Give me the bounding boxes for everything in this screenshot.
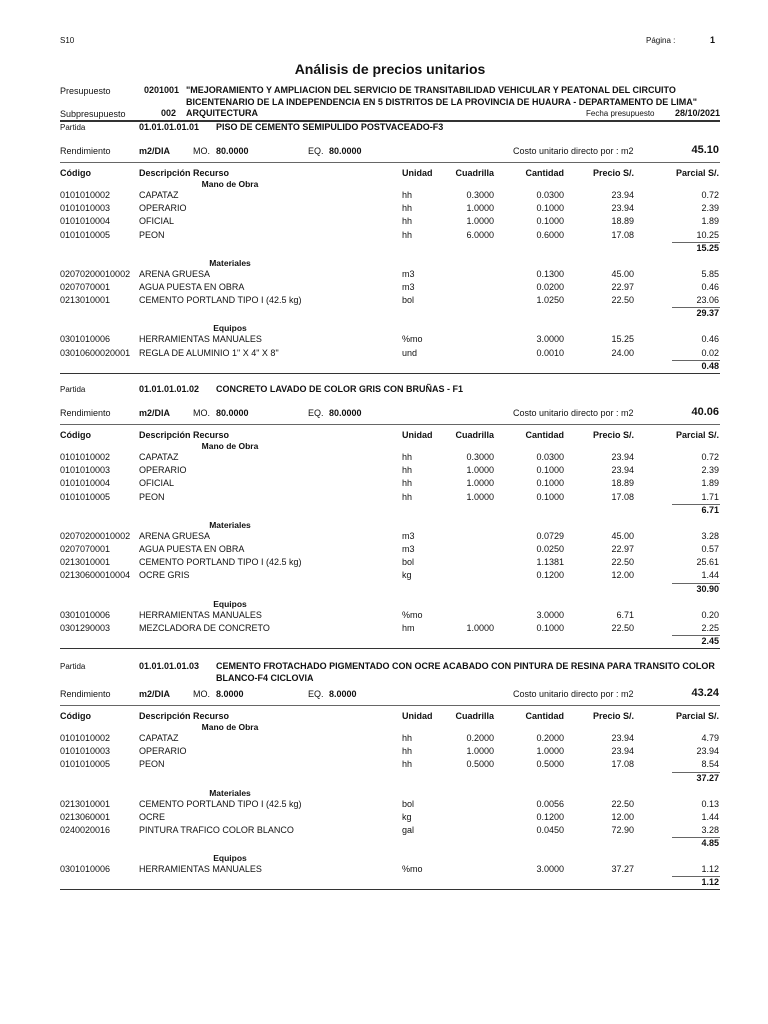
row-cantidad: 0.0300	[536, 452, 564, 462]
row-unidad: kg	[402, 570, 412, 581]
row-cuadrilla: 6.0000	[466, 229, 494, 240]
rendimiento-label: Rendimiento	[60, 146, 111, 156]
col-codigo: Código	[60, 430, 91, 440]
row-unidad: bol	[402, 557, 415, 568]
row-codigo: 0101010004	[60, 216, 111, 227]
col-cantidad: Cantidad	[525, 430, 564, 440]
row-parcial: 0.46	[701, 334, 719, 345]
col-precio: Precio S/.	[592, 168, 634, 178]
partida-code: 01.01.01.01.03	[139, 661, 200, 671]
row-precio: 24.00	[611, 347, 634, 358]
row-cantidad: 3.0000	[536, 864, 564, 875]
row-precio: 12.00	[611, 811, 634, 822]
mo-label: MO.	[193, 146, 210, 156]
row-unidad: hh	[402, 746, 413, 757]
col-unidad: Unidad	[402, 168, 433, 178]
row-cantidad: 0.1000	[536, 491, 564, 502]
row-precio: 23.94	[611, 746, 634, 757]
subpresupuesto-code: 002	[161, 108, 177, 118]
row-cuadrilla: 0.5000	[466, 759, 494, 770]
row-codigo: 02130600010004	[60, 570, 131, 581]
rendimiento-divider	[60, 424, 720, 425]
row-precio: 23.94	[611, 733, 634, 743]
row-unidad: %mo	[402, 334, 423, 345]
col-parcial: Parcial S/.	[675, 168, 719, 178]
row-descripcion: AGUA PUESTA EN OBRA	[139, 282, 245, 292]
row-precio: 72.90	[611, 825, 634, 835]
col-parcial: Parcial S/.	[675, 430, 719, 440]
row-codigo: 0207070001	[60, 282, 111, 292]
row-parcial: 3.28	[701, 530, 719, 541]
rendimiento-unit: m2/DIA	[139, 146, 171, 156]
row-cantidad: 0.0729	[536, 530, 564, 541]
group-heading: Mano de Obra	[201, 722, 259, 732]
col-descripcion: Descripción Recurso	[139, 711, 230, 721]
row-parcial: 23.06	[696, 295, 719, 306]
row-codigo: 0207070001	[60, 544, 111, 554]
row-codigo: 0101010002	[60, 733, 111, 743]
partida-name: CONCRETO LAVADO DE COLOR GRIS CON BRUÑAS - F1	[216, 384, 464, 394]
costo-label: Costo unitario directo por : m2	[513, 408, 634, 418]
row-precio: 22.97	[611, 544, 634, 554]
row-cantidad: 0.0056	[536, 798, 564, 809]
row-parcial: 2.39	[701, 203, 719, 214]
row-cuadrilla: 1.0000	[466, 746, 494, 757]
row-descripcion: HERRAMIENTAS MANUALES	[139, 864, 262, 875]
row-unidad: hh	[402, 203, 413, 214]
row-codigo: 0101010002	[60, 452, 111, 462]
row-parcial: 0.02	[701, 347, 719, 358]
row-cantidad: 0.1000	[536, 203, 564, 214]
eq-value: 80.0000	[329, 146, 362, 156]
row-descripcion: REGLA DE ALUMINIO 1" X 4" X 8"	[139, 347, 279, 358]
group-heading: Mano de Obra	[201, 441, 259, 451]
row-precio: 12.00	[611, 570, 634, 581]
partida-code: 01.01.01.01.02	[139, 384, 200, 394]
row-parcial: 8.54	[701, 759, 719, 770]
row-descripcion: CAPATAZ	[139, 733, 179, 743]
row-codigo: 0301010006	[60, 864, 111, 875]
row-precio: 17.08	[611, 759, 634, 770]
subpresupuesto-name: ARQUITECTURA	[186, 108, 258, 118]
partida-end-divider	[60, 889, 720, 890]
costo-label: Costo unitario directo por : m2	[513, 146, 634, 156]
partida-name: CEMENTO FROTACHADO PIGMENTADO CON OCRE ACABADO CON PINTURA DE RESINA PARA TRANSITO COLOR	[216, 661, 715, 671]
rendimiento-divider	[60, 162, 720, 163]
row-descripcion: PEON	[139, 759, 165, 770]
row-unidad: hh	[402, 759, 413, 770]
row-descripcion: CEMENTO PORTLAND TIPO I (42.5 kg)	[139, 798, 302, 809]
row-unidad: hh	[402, 452, 413, 462]
row-parcial: 4.79	[701, 733, 719, 743]
row-unidad: bol	[402, 798, 415, 809]
partida-name: PISO DE CEMENTO SEMIPULIDO POSTVACEADO-F3	[216, 122, 444, 132]
row-precio: 45.00	[611, 268, 634, 279]
row-unidad: kg	[402, 811, 412, 822]
row-parcial: 1.44	[701, 570, 719, 581]
row-parcial: 1.44	[701, 811, 719, 822]
col-cuadrilla: Cuadrilla	[455, 430, 494, 440]
group-heading: Equipos	[213, 598, 247, 609]
row-parcial: 1.12	[701, 864, 719, 875]
row-descripcion: HERRAMIENTAS MANUALES	[139, 334, 262, 345]
group-heading: Equipos	[213, 323, 247, 334]
col-codigo: Código	[60, 711, 91, 721]
rendimiento-unit: m2/DIA	[139, 689, 171, 699]
row-codigo: 0213010001	[60, 798, 111, 809]
row-unidad: bol	[402, 295, 415, 306]
row-codigo: 0101010005	[60, 759, 111, 770]
mo-value: 80.0000	[216, 408, 249, 418]
row-codigo: 0301290003	[60, 622, 111, 633]
row-parcial: 25.61	[696, 557, 719, 568]
row-descripcion: PEON	[139, 229, 165, 240]
group-subtotal: 1.12	[701, 877, 719, 888]
eq-label: EQ.	[308, 408, 324, 418]
row-cantidad: 3.0000	[536, 334, 564, 345]
col-descripcion: Descripción Recurso	[139, 430, 230, 440]
row-parcial: 0.46	[701, 282, 719, 292]
rendimiento-label: Rendimiento	[60, 689, 111, 699]
row-precio: 22.50	[611, 622, 634, 633]
row-unidad: hh	[402, 465, 413, 476]
row-parcial: 0.72	[701, 190, 719, 200]
row-descripcion: CAPATAZ	[139, 452, 179, 462]
row-descripcion: OPERARIO	[139, 465, 187, 476]
row-parcial: 2.25	[701, 622, 719, 633]
row-precio: 23.94	[611, 465, 634, 476]
row-codigo: 02070200010002	[60, 268, 131, 279]
row-codigo: 0213010001	[60, 557, 111, 568]
row-codigo: 03010600020001	[60, 347, 131, 358]
row-unidad: hh	[402, 733, 413, 743]
row-parcial: 1.71	[701, 491, 719, 502]
row-unidad: m3	[402, 268, 415, 279]
col-unidad: Unidad	[402, 711, 433, 721]
row-codigo: 02070200010002	[60, 530, 131, 541]
row-descripcion: PINTURA TRAFICO COLOR BLANCO	[139, 825, 294, 835]
row-descripcion: MEZCLADORA DE CONCRETO	[139, 622, 270, 633]
row-descripcion: AGUA PUESTA EN OBRA	[139, 544, 245, 554]
row-cantidad: 0.0200	[536, 282, 564, 292]
col-cuadrilla: Cuadrilla	[455, 711, 494, 721]
row-cantidad: 0.1200	[536, 570, 564, 581]
row-precio: 18.89	[611, 216, 634, 227]
row-cuadrilla: 1.0000	[466, 203, 494, 214]
partida-label: Partida	[60, 123, 86, 132]
row-codigo: 0301010006	[60, 334, 111, 345]
row-descripcion: HERRAMIENTAS MANUALES	[139, 609, 262, 620]
row-cuadrilla: 1.0000	[466, 491, 494, 502]
row-parcial: 0.57	[701, 544, 719, 554]
group-subtotal: 29.37	[696, 308, 719, 319]
report-code: S10	[60, 36, 75, 45]
row-descripcion: OCRE GRIS	[139, 570, 190, 581]
eq-value: 80.0000	[329, 408, 362, 418]
row-cuadrilla: 0.2000	[466, 733, 494, 743]
presupuesto-code: 0201001	[144, 85, 180, 95]
row-cantidad: 0.1000	[536, 216, 564, 227]
row-unidad: und	[402, 347, 418, 358]
row-parcial: 0.20	[701, 609, 719, 620]
row-codigo: 0101010004	[60, 478, 111, 489]
col-codigo: Código	[60, 168, 91, 178]
row-precio: 22.50	[611, 557, 634, 568]
col-parcial: Parcial S/.	[675, 711, 719, 721]
row-codigo: 0101010002	[60, 190, 111, 200]
row-cantidad: 0.5000	[536, 759, 564, 770]
row-cantidad: 0.0300	[536, 190, 564, 200]
row-unidad: m3	[402, 282, 415, 292]
page-label: Página :	[646, 36, 676, 45]
col-cantidad: Cantidad	[525, 168, 564, 178]
row-descripcion: OFICIAL	[139, 216, 175, 227]
col-unidad: Unidad	[402, 430, 433, 440]
row-descripcion: OPERARIO	[139, 746, 187, 757]
row-cantidad: 0.1000	[536, 622, 564, 633]
group-heading: Materiales	[209, 519, 251, 530]
group-heading: Materiales	[209, 257, 251, 268]
mo-value: 80.0000	[216, 146, 249, 156]
row-parcial: 3.28	[701, 825, 719, 835]
row-codigo: 0101010003	[60, 746, 111, 757]
col-descripcion: Descripción Recurso	[139, 168, 230, 178]
subpresupuesto-label: Subpresupuesto	[60, 109, 126, 119]
row-parcial: 1.89	[701, 216, 719, 227]
row-cantidad: 1.1381	[536, 557, 564, 568]
eq-label: EQ.	[308, 146, 324, 156]
row-precio: 22.97	[611, 282, 634, 292]
partida-label: Partida	[60, 385, 86, 394]
eq-value: 8.0000	[329, 689, 357, 699]
row-cuadrilla: 1.0000	[466, 216, 494, 227]
presupuesto-name-line1: "MEJORAMIENTO Y AMPLIACION DEL SERVICIO DE TRANSITABILIDAD VEHICULAR Y PEATONAL DEL CIRCUITO	[186, 85, 676, 95]
row-precio: 37.27	[611, 864, 634, 875]
row-precio: 23.94	[611, 190, 634, 200]
group-heading: Materiales	[209, 787, 251, 798]
row-descripcion: OFICIAL	[139, 478, 175, 489]
mo-label: MO.	[193, 408, 210, 418]
fecha-label: Fecha presupuesto	[586, 109, 655, 118]
row-descripcion: ARENA GRUESA	[139, 268, 211, 279]
row-cuadrilla: 1.0000	[466, 622, 494, 633]
row-codigo: 0101010005	[60, 491, 111, 502]
group-heading: Equipos	[213, 853, 247, 864]
costo-label: Costo unitario directo por : m2	[513, 689, 634, 699]
page-number: 1	[710, 35, 716, 45]
row-unidad: hh	[402, 491, 413, 502]
group-subtotal: 4.85	[701, 838, 719, 849]
page-title: Análisis de precios unitarios	[294, 61, 486, 77]
row-descripcion: CEMENTO PORTLAND TIPO I (42.5 kg)	[139, 557, 302, 568]
fecha-value: 28/10/2021	[675, 108, 721, 118]
partida-label: Partida	[60, 662, 86, 671]
row-unidad: %mo	[402, 609, 423, 620]
row-unidad: hh	[402, 216, 413, 227]
row-parcial: 1.89	[701, 478, 719, 489]
row-codigo: 0101010005	[60, 229, 111, 240]
row-parcial: 0.72	[701, 452, 719, 462]
row-unidad: hm	[402, 622, 415, 633]
presupuesto-name-line2: BICENTENARIO DE LA INDEPENDENCIA EN 5 DISTRITOS DE LA PROVINCIA DE HUAURA - DEPARTAMENTO DE LIMA"	[186, 97, 697, 107]
row-descripcion: OCRE	[139, 811, 166, 822]
row-precio: 45.00	[611, 530, 634, 541]
col-precio: Precio S/.	[592, 430, 634, 440]
partida-end-divider	[60, 648, 720, 649]
partida-end-divider	[60, 373, 720, 374]
group-subtotal: 2.45	[701, 636, 719, 646]
group-subtotal: 15.25	[696, 242, 719, 253]
row-descripcion: PEON	[139, 491, 165, 502]
row-codigo: 0240020016	[60, 825, 111, 835]
row-cuadrilla: 1.0000	[466, 478, 494, 489]
row-unidad: hh	[402, 229, 413, 240]
costo-value: 40.06	[691, 406, 719, 418]
row-descripcion: CEMENTO PORTLAND TIPO I (42.5 kg)	[139, 295, 302, 306]
mo-label: MO.	[193, 689, 210, 699]
row-unidad: m3	[402, 544, 415, 554]
row-parcial: 5.85	[701, 268, 719, 279]
row-cuadrilla: 1.0000	[466, 465, 494, 476]
rendimiento-divider	[60, 705, 720, 706]
row-codigo: 0101010003	[60, 203, 111, 214]
group-subtotal: 37.27	[696, 772, 719, 783]
row-precio: 6.71	[616, 609, 634, 620]
row-precio: 17.08	[611, 491, 634, 502]
row-codigo: 0213010001	[60, 295, 111, 306]
row-cantidad: 0.6000	[536, 229, 564, 240]
row-precio: 22.50	[611, 798, 634, 809]
row-cantidad: 0.1300	[536, 268, 564, 279]
row-descripcion: CAPATAZ	[139, 190, 179, 200]
row-cuadrilla: 0.3000	[466, 452, 494, 462]
row-cantidad: 0.0450	[536, 825, 564, 835]
row-precio: 15.25	[611, 334, 634, 345]
row-unidad: gal	[402, 825, 415, 835]
row-parcial: 10.25	[696, 229, 719, 240]
costo-value: 43.24	[691, 687, 719, 699]
eq-label: EQ.	[308, 689, 324, 699]
row-cantidad: 0.1200	[536, 811, 564, 822]
row-cuadrilla: 0.3000	[466, 190, 494, 200]
row-unidad: hh	[402, 478, 413, 489]
row-precio: 23.94	[611, 203, 634, 214]
row-codigo: 0101010003	[60, 465, 111, 476]
row-parcial: 0.13	[701, 798, 719, 809]
row-cantidad: 0.1000	[536, 465, 564, 476]
row-descripcion: ARENA GRUESA	[139, 530, 211, 541]
row-unidad: %mo	[402, 864, 423, 875]
row-cantidad: 0.1000	[536, 478, 564, 489]
group-subtotal: 6.71	[701, 504, 719, 515]
col-precio: Precio S/.	[592, 711, 634, 721]
row-codigo: 0213060001	[60, 811, 111, 822]
row-precio: 23.94	[611, 452, 634, 462]
row-unidad: hh	[402, 190, 413, 200]
row-unidad: m3	[402, 530, 415, 541]
group-subtotal: 0.48	[701, 360, 719, 371]
partida-code: 01.01.01.01.01	[139, 122, 200, 132]
group-subtotal: 30.90	[696, 583, 719, 594]
rendimiento-unit: m2/DIA	[139, 408, 171, 418]
col-cantidad: Cantidad	[525, 711, 564, 721]
rendimiento-label: Rendimiento	[60, 408, 111, 418]
row-descripcion: OPERARIO	[139, 203, 187, 214]
row-precio: 18.89	[611, 478, 634, 489]
row-parcial: 2.39	[701, 465, 719, 476]
row-cantidad: 0.0250	[536, 544, 564, 554]
presupuesto-label: Presupuesto	[60, 86, 111, 96]
partida-name-line2: BLANCO-F4 CICLOVIA	[216, 673, 314, 683]
row-cantidad: 3.0000	[536, 609, 564, 620]
row-cantidad: 0.0010	[536, 347, 564, 358]
row-precio: 17.08	[611, 229, 634, 240]
row-codigo: 0301010006	[60, 609, 111, 620]
row-cantidad: 1.0000	[536, 746, 564, 757]
row-parcial: 23.94	[696, 746, 719, 757]
group-heading: Mano de Obra	[201, 179, 259, 189]
row-cantidad: 1.0250	[536, 295, 564, 306]
row-precio: 22.50	[611, 295, 634, 306]
costo-value: 45.10	[691, 144, 719, 156]
mo-value: 8.0000	[216, 689, 244, 699]
col-cuadrilla: Cuadrilla	[455, 168, 494, 178]
row-cantidad: 0.2000	[536, 733, 564, 743]
